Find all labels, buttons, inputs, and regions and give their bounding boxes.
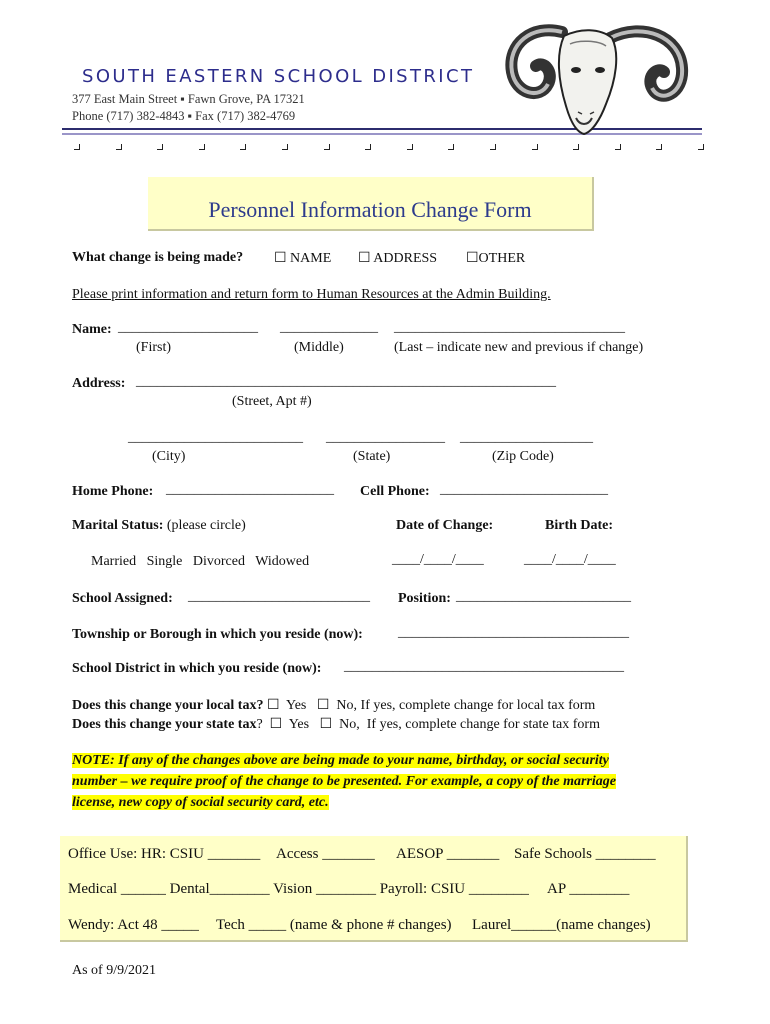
cell-phone-label: Cell Phone: xyxy=(360,484,430,499)
note-line-3: license, new copy of social security card, etc. xyxy=(72,795,329,810)
state-caption: (State) xyxy=(353,449,391,464)
address-label: Address: xyxy=(72,376,126,391)
state-tax-label: Does this change your state tax xyxy=(72,717,257,732)
zip-caption: (Zip Code) xyxy=(492,449,554,464)
middle-name-field[interactable]: ______________ xyxy=(280,320,378,335)
checkbox-name[interactable]: ☐ NAME xyxy=(274,251,332,266)
district-name: SOUTH EASTERN SCHOOL DISTRICT xyxy=(82,66,475,87)
position-label: Position: xyxy=(398,591,451,606)
middle-caption: (Middle) xyxy=(294,340,344,355)
street-caption: (Street, Apt #) xyxy=(232,394,312,409)
last-caption: (Last – indicate new and previous if change) xyxy=(394,340,644,355)
note-line-1: NOTE: If any of the changes above are being made to your name, birthday, or social security xyxy=(72,753,609,768)
city-caption: (City) xyxy=(152,449,186,464)
crop-mark-icon xyxy=(407,144,413,150)
marital-hint: (please circle) xyxy=(166,518,246,533)
position-field[interactable]: _________________________ xyxy=(456,589,631,604)
school-assigned-field[interactable]: __________________________ xyxy=(188,589,370,604)
crop-mark-icon xyxy=(282,144,288,150)
cell-phone-field[interactable]: ________________________ xyxy=(440,482,608,497)
home-phone-label: Home Phone: xyxy=(72,484,154,499)
school-district-label: School District in which you reside (now): xyxy=(72,661,322,676)
first-name-field[interactable]: ____________________ xyxy=(118,320,258,335)
school-assigned-label: School Assigned: xyxy=(72,591,173,606)
marital-options[interactable]: Married Single Divorced Widowed xyxy=(91,554,310,569)
crop-mark-icon xyxy=(324,144,330,150)
district-phone: Phone (717) 382-4843 ▪ Fax (717) 382-4769 xyxy=(72,109,296,123)
ram-mascot-logo xyxy=(492,14,692,148)
office-wendy-act48[interactable]: Wendy: Act 48 _____ xyxy=(68,917,199,933)
crop-mark-icon xyxy=(116,144,122,150)
form-title-box xyxy=(148,177,594,231)
birth-date-field[interactable]: ____/____/____ xyxy=(524,552,616,567)
proof-note xyxy=(72,750,672,813)
crop-mark-icon xyxy=(199,144,205,150)
office-safe-schools[interactable]: Safe Schools ________ xyxy=(514,846,656,862)
school-district-field[interactable]: ________________________________________ xyxy=(344,659,624,674)
district-address: 377 East Main Street ▪ Fawn Grove, PA 17321 xyxy=(72,92,305,106)
crop-mark-icon xyxy=(698,144,704,150)
form-title: Personnel Information Change Form xyxy=(208,197,532,222)
birth-date-label: Birth Date: xyxy=(545,518,614,533)
office-use-box xyxy=(60,836,688,942)
marital-status-row xyxy=(72,518,246,534)
change-question: What change is being made? xyxy=(72,250,244,265)
township-label: Township or Borough in which you reside (now): xyxy=(72,627,363,642)
township-field[interactable]: _________________________________ xyxy=(398,625,629,640)
first-caption: (First) xyxy=(136,340,171,355)
office-ap[interactable]: AP ________ xyxy=(547,881,630,897)
home-phone-field[interactable]: ________________________ xyxy=(166,482,334,497)
name-label: Name: xyxy=(72,322,112,337)
revision-date: As of 9/9/2021 xyxy=(72,963,156,978)
office-tech[interactable]: Tech _____ (name & phone # changes) xyxy=(216,917,452,933)
office-laurel[interactable]: Laurel______(name changes) xyxy=(472,917,651,933)
date-of-change-field[interactable]: ____/____/____ xyxy=(392,552,484,567)
state-field[interactable]: _________________ xyxy=(326,430,445,445)
crop-mark-icon xyxy=(74,144,80,150)
instruction-text: Please print information and return form to Human Resources at the Admin Building. xyxy=(72,287,551,302)
checkbox-address[interactable]: ☐ ADDRESS xyxy=(358,251,438,266)
crop-mark-icon xyxy=(448,144,454,150)
zip-field[interactable]: ___________________ xyxy=(460,430,593,445)
crop-mark-icon xyxy=(157,144,163,150)
office-aesop[interactable]: AESOP _______ xyxy=(396,846,500,862)
office-medical-row[interactable]: Medical ______ Dental________ Vision ________ Payroll: CSIU ________ xyxy=(68,881,529,897)
state-tax-options[interactable]: ? ☐ Yes ☐ No, If yes, complete change for state tax form xyxy=(256,717,600,732)
office-access[interactable]: Access _______ xyxy=(276,846,375,862)
marital-label: Marital Status: xyxy=(72,518,164,533)
last-name-field[interactable]: _________________________________ xyxy=(394,320,625,335)
local-tax-row xyxy=(72,697,595,714)
city-field[interactable]: _________________________ xyxy=(128,430,303,445)
crop-mark-icon xyxy=(365,144,371,150)
date-of-change-label: Date of Change: xyxy=(396,518,494,533)
local-tax-label: Does this change your local tax? xyxy=(72,698,264,713)
local-tax-options[interactable]: ☐ Yes ☐ No, If yes, complete change for local tax form xyxy=(266,698,596,713)
crop-mark-icon xyxy=(240,144,246,150)
street-field[interactable]: ____________________________________________________________ xyxy=(136,374,556,389)
office-hr-csiu[interactable]: Office Use: HR: CSIU _______ xyxy=(68,846,261,862)
state-tax-row xyxy=(72,716,600,733)
checkbox-other[interactable]: ☐OTHER xyxy=(466,251,526,266)
note-line-2: number – we require proof of the change to be presented. For example, a copy of the marriage xyxy=(72,774,617,789)
